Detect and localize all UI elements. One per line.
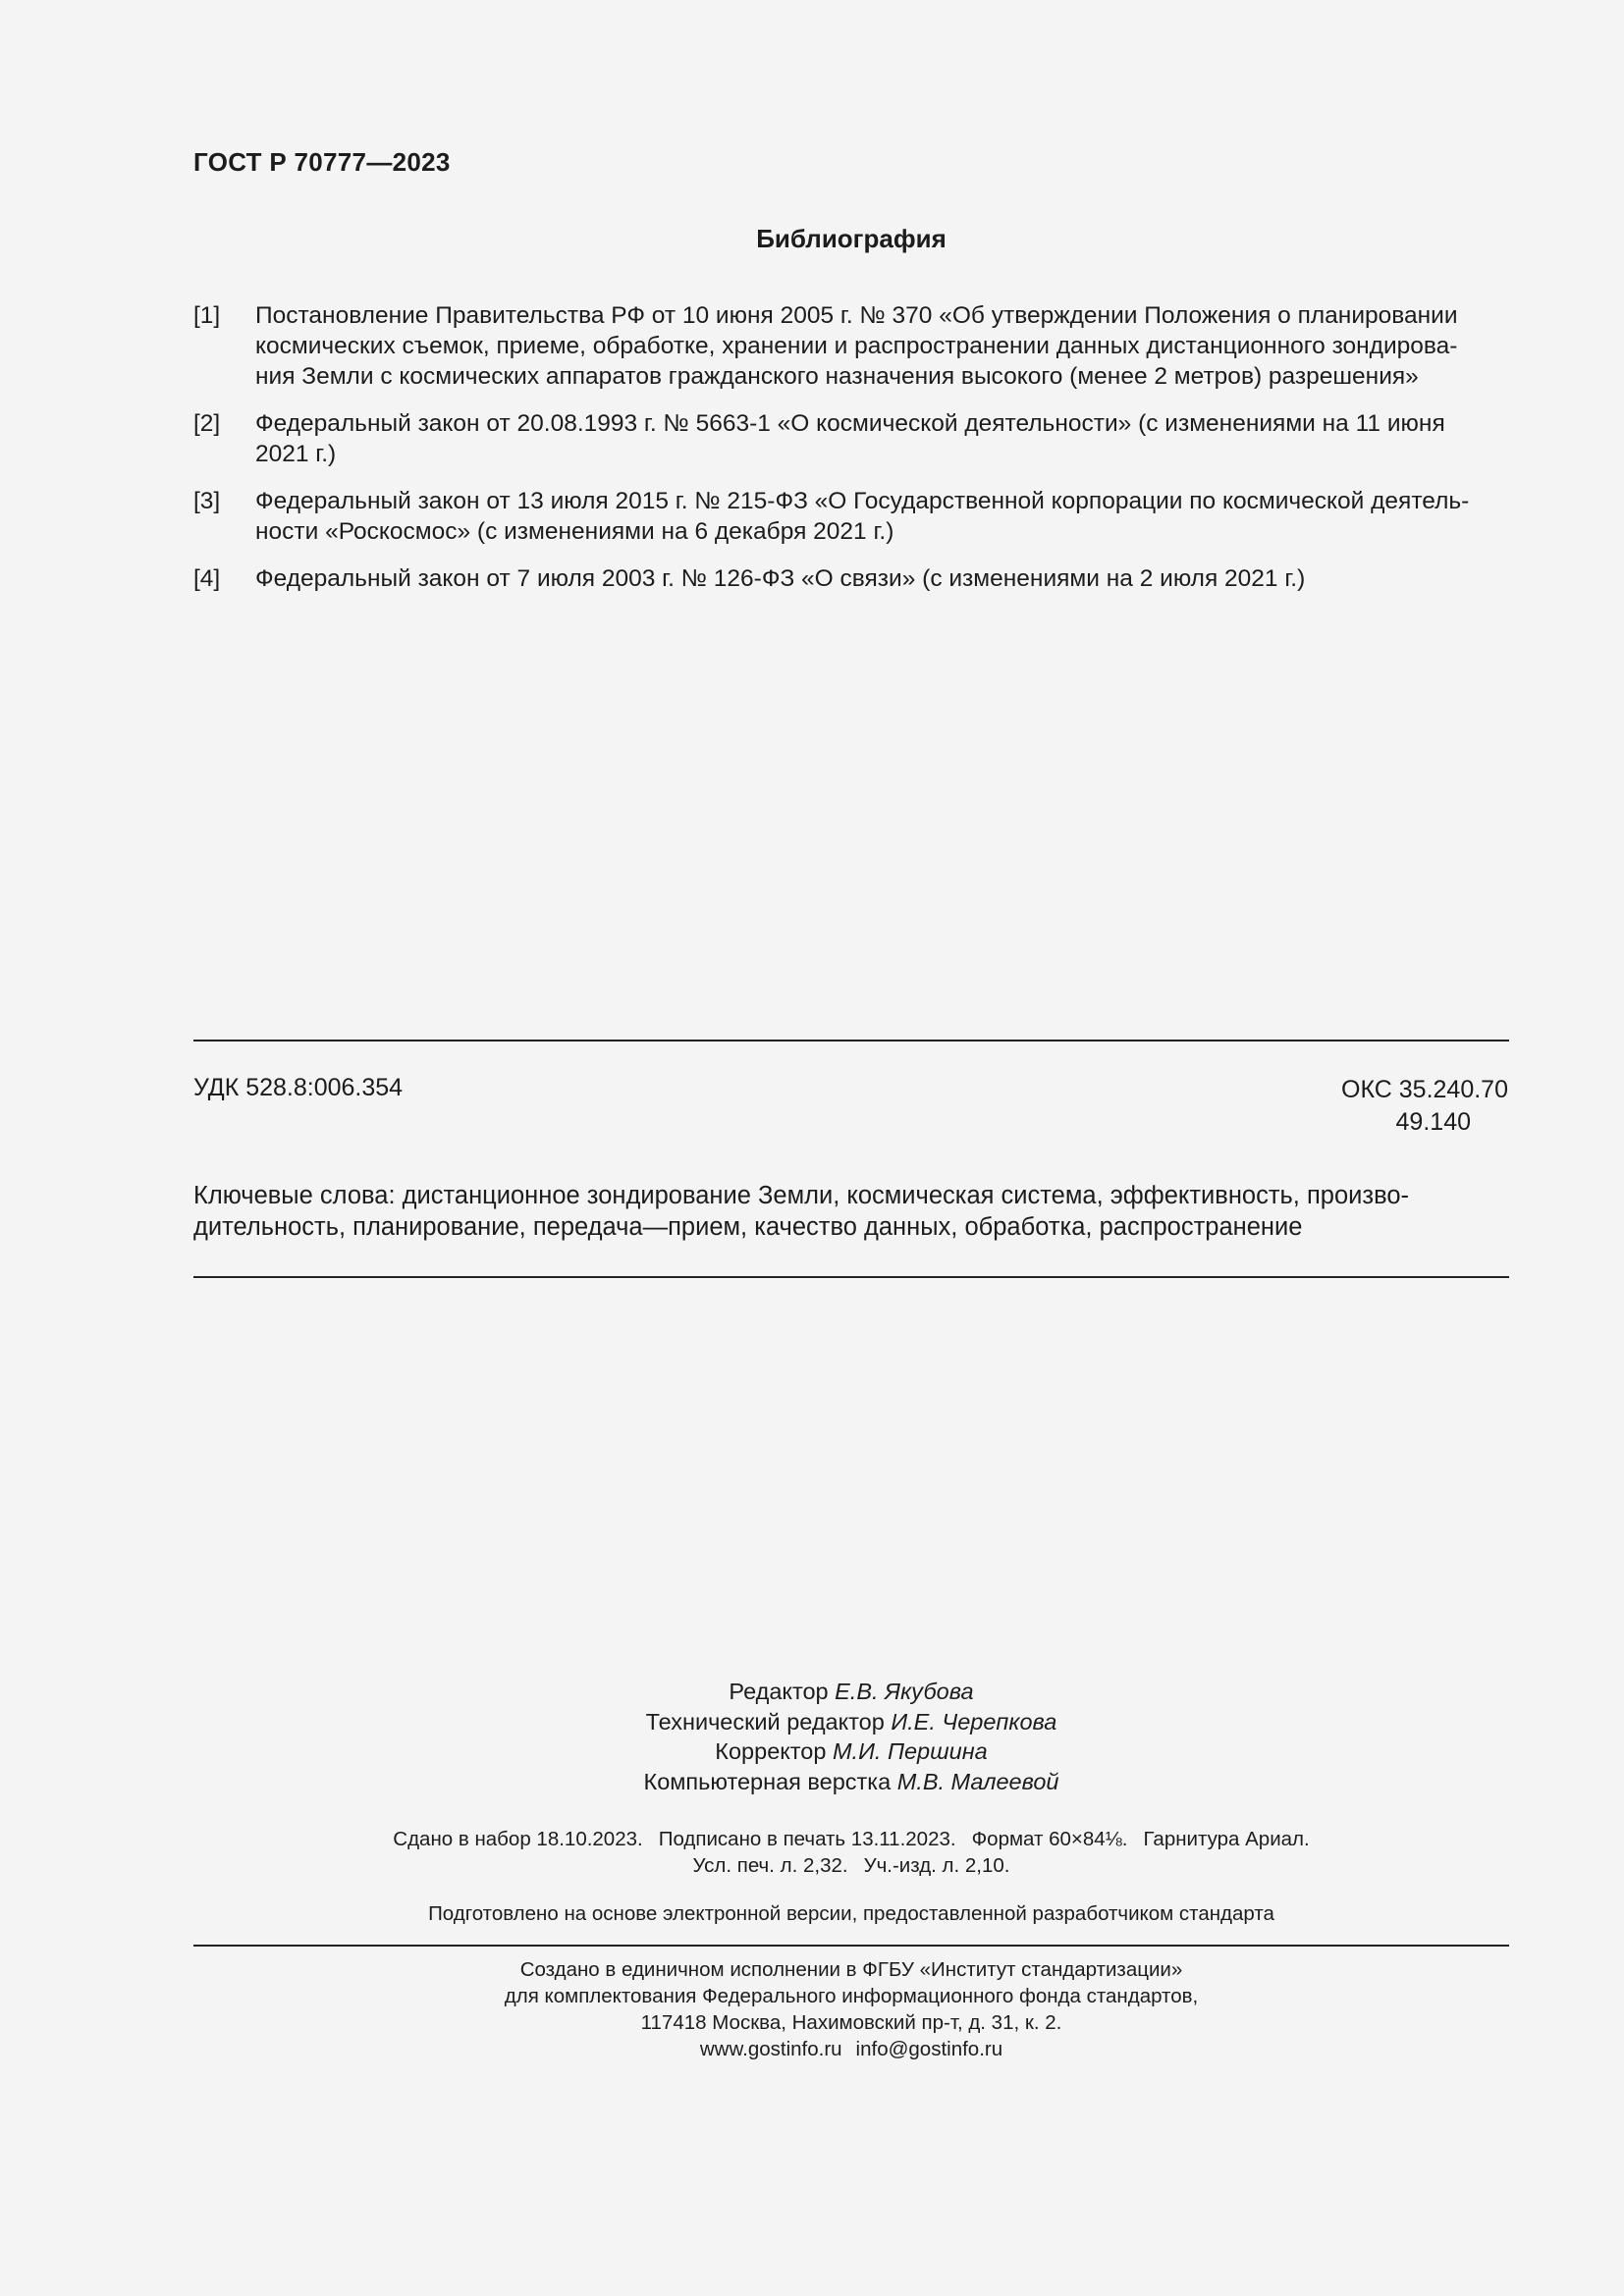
keywords-line: дительность, планирование, передача—прием, качество данных, обработка, распространение [193,1213,1303,1241]
entry-line: космических съемок, приеме, обработке, хранении и распространении данных дистанционного зондирова- [255,333,1458,359]
entry-number: [2] [193,410,221,437]
staff-role: Корректор [715,1738,827,1764]
bibliography-title: Библиография [756,224,947,253]
staff-line [0,1736,1624,1767]
divider-top [193,1040,1509,1041]
staff-line [0,1677,1624,1707]
entry-line: ности «Роскосмос» (с изменениями на 6 декабря 2021 г.) [255,518,894,545]
typeface: Гарнитура Ариал. [1143,1828,1310,1850]
entry-line: Федеральный закон от 20.08.1993 г. № 5663-1 «О космической деятельности» (с изменениями на 11 июня [255,410,1445,437]
entry-line: ния Земли с космических аппаратов гражданского назначения высокого (менее 2 метров) разрешения» [255,363,1419,390]
bibliography-entry [193,486,1509,547]
staff-role: Технический редактор [645,1708,885,1735]
staff-name: М.В. Малеевой [896,1768,1059,1794]
oks-codes [1341,1074,1508,1139]
entry-line: Федеральный закон от 7 июля 2003 г. № 126-ФЗ «О связи» (с изменениями на 2 июля 2021 г.) [255,565,1306,592]
staff-role: Компьютерная верстка [643,1768,892,1794]
paper-format: Формат 60×84⅛. [971,1828,1128,1850]
keywords-line: Ключевые слова: дистанционное зондирование Земли, космическая система, эффективность, произво- [193,1182,1410,1209]
entry-number: [4] [193,565,221,592]
website-link[interactable]: www.gostinfo.ru [699,2038,842,2060]
staff-name: И.Е. Черепкова [891,1708,1057,1735]
document-code: ГОСТ Р 70777—2023 [193,147,451,177]
publisher-line: Создано в единичном исполнении в ФГБУ «Институт стандартизации» [519,1958,1183,1981]
signed-date: Подписано в печать 13.11.2023. [658,1828,956,1850]
oks-code-primary: ОКС 35.240.70 [1341,1076,1508,1103]
staff-name: М.И. Першина [832,1738,988,1764]
divider-bottom [193,1276,1509,1278]
staff-name: Е.В. Якубова [835,1679,974,1704]
print-sheets: Усл. печ. л. 2,32. [692,1854,848,1877]
entry-line: Постановление Правительства РФ от 10 июня 2005 г. № 370 «Об утверждении Положения о планировании [255,302,1458,329]
bibliography-entry [193,300,1509,392]
staff-line [0,1767,1624,1797]
staff-line [0,1707,1624,1737]
publisher-info [0,1956,1624,2062]
publisher-contacts [0,2036,1624,2062]
submitted-date: Сдано в набор 18.10.2023. [393,1828,643,1850]
print-info [0,1826,1624,1879]
bibliography-list [193,300,1509,611]
keywords-block [193,1180,1509,1243]
staff-role: Редактор [729,1679,829,1704]
udk-code: УДК 528.8:006.354 [193,1074,404,1101]
prepared-note: Подготовлено на основе электронной версии, предоставленной разработчиком стандарта [428,1902,1274,1925]
oks-code-secondary: 49.140 [1395,1108,1471,1136]
bibliography-entry [193,408,1509,469]
staff-credits [0,1677,1624,1796]
entry-line: 2021 г.) [255,441,337,467]
print-info-line [0,1826,1624,1852]
entry-number: [1] [193,302,221,329]
publisher-line: 117418 Москва, Нахимовский пр-т, д. 31, к. 2. [640,2011,1062,2034]
entry-number: [3] [193,488,221,514]
bibliography-entry [193,563,1509,594]
publication-sheets: Уч.-изд. л. 2,10. [863,1854,1010,1877]
print-info-line [0,1852,1624,1879]
publisher-line: для комплектования Федерального информационного фонда стандартов, [504,1985,1199,2007]
divider-footer [193,1945,1509,1947]
entry-line: Федеральный закон от 13 июля 2015 г. № 215-ФЗ «О Государственной корпорации по космической деятель- [255,488,1470,514]
email-link[interactable]: info@gostinfo.ru [855,2038,1003,2060]
